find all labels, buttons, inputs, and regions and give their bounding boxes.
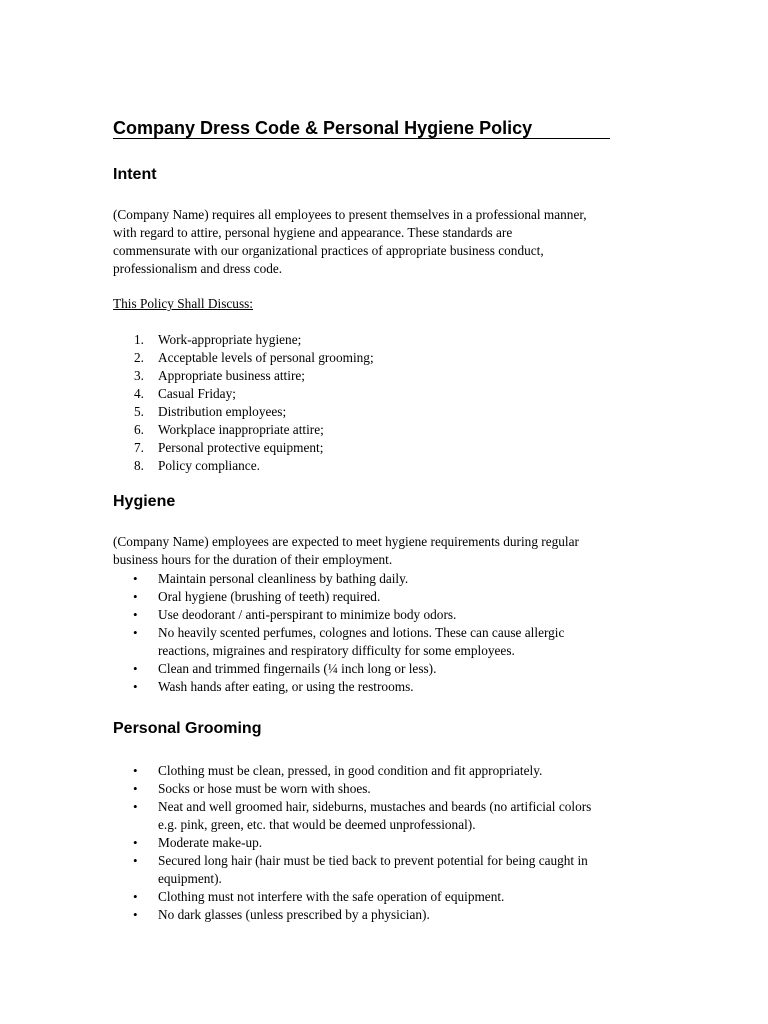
list-item bbox=[113, 588, 653, 606]
list-item bbox=[113, 570, 653, 588]
list-item-text: Clothing must not interfere with the safe operation of equipment. bbox=[158, 889, 505, 904]
bullet-icon: • bbox=[133, 589, 138, 604]
list-item bbox=[113, 385, 374, 403]
list-number: 4. bbox=[134, 386, 144, 401]
list-item-text: Neat and well groomed hair, sideburns, mustaches and beards (no artificial colors e.g. pink, green, etc. that would be deemed unprofessional). bbox=[158, 799, 592, 832]
list-item-text: No heavily scented perfumes, colognes and lotions. These can cause allergic reactions, migraines and respiratory difficulty for some employees. bbox=[158, 625, 565, 658]
list-item bbox=[113, 457, 374, 475]
grooming-bullet-list bbox=[113, 762, 653, 924]
list-item-text: Acceptable levels of personal grooming; bbox=[158, 350, 374, 365]
list-number: 5. bbox=[134, 404, 144, 419]
page-title: Company Dress Code & Personal Hygiene Policy bbox=[113, 118, 533, 138]
list-number: 8. bbox=[134, 458, 144, 473]
list-item bbox=[113, 421, 374, 439]
list-item bbox=[113, 798, 653, 834]
intent-paragraph: (Company Name) requires all employees to present themselves in a professional manner, with regard to attire, personal hygiene and appearance. These standards are commensurate with our organizational practices of appropriate business conduct, professionalism and dress code. bbox=[113, 207, 587, 276]
bullet-icon: • bbox=[133, 607, 138, 622]
list-item-text: Maintain personal cleanliness by bathing daily. bbox=[158, 571, 409, 586]
list-item bbox=[113, 888, 653, 906]
list-number: 7. bbox=[134, 440, 144, 455]
list-item-text: Work-appropriate hygiene; bbox=[158, 332, 302, 347]
list-item-text: Use deodorant / anti-perspirant to minimize body odors. bbox=[158, 607, 457, 622]
bullet-icon: • bbox=[133, 679, 138, 694]
list-item bbox=[113, 834, 653, 852]
list-item bbox=[113, 439, 374, 457]
bullet-icon: • bbox=[133, 835, 138, 850]
hygiene-bullet-list bbox=[113, 570, 653, 696]
list-number: 3. bbox=[134, 368, 144, 383]
bullet-icon: • bbox=[133, 889, 138, 904]
list-item bbox=[113, 660, 653, 678]
list-number: 6. bbox=[134, 422, 144, 437]
list-item bbox=[113, 367, 374, 385]
list-item-text: Workplace inappropriate attire; bbox=[158, 422, 324, 437]
bullet-icon: • bbox=[133, 853, 138, 868]
list-item bbox=[113, 606, 653, 624]
list-item-text: Distribution employees; bbox=[158, 404, 287, 419]
list-item-text: Socks or hose must be worn with shoes. bbox=[158, 781, 371, 796]
bullet-icon: • bbox=[133, 799, 138, 814]
list-item-text: Clothing must be clean, pressed, in good condition and fit appropriately. bbox=[158, 763, 543, 778]
section-heading-grooming: Personal Grooming bbox=[113, 720, 262, 737]
hygiene-paragraph: (Company Name) employees are expected to meet hygiene requirements during regular business hours for the duration of their employment. bbox=[113, 534, 579, 567]
list-item-text: Secured long hair (hair must be tied back to prevent potential for being caught in equipment). bbox=[158, 853, 588, 886]
list-item bbox=[113, 762, 653, 780]
bullet-icon: • bbox=[133, 763, 138, 778]
list-item-text: Appropriate business attire; bbox=[158, 368, 305, 383]
bullet-icon: • bbox=[133, 781, 138, 796]
list-item-text: No dark glasses (unless prescribed by a physician). bbox=[158, 907, 430, 922]
bullet-icon: • bbox=[133, 625, 138, 640]
bullet-icon: • bbox=[133, 661, 138, 676]
list-item bbox=[113, 678, 653, 696]
list-item bbox=[113, 403, 374, 421]
list-item bbox=[113, 906, 653, 924]
list-item-text: Personal protective equipment; bbox=[158, 440, 324, 455]
list-item bbox=[113, 852, 653, 888]
list-item-text: Wash hands after eating, or using the restrooms. bbox=[158, 679, 414, 694]
discuss-label: This Policy Shall Discuss: bbox=[113, 296, 253, 311]
list-item bbox=[113, 331, 374, 349]
list-item bbox=[113, 780, 653, 798]
section-heading-intent: Intent bbox=[113, 166, 157, 183]
list-item-text: Oral hygiene (brushing of teeth) required. bbox=[158, 589, 381, 604]
bullet-icon: • bbox=[133, 907, 138, 922]
section-heading-hygiene: Hygiene bbox=[113, 493, 176, 510]
list-item-text: Clean and trimmed fingernails (¼ inch long or less). bbox=[158, 661, 437, 676]
list-item bbox=[113, 349, 374, 367]
title-underline bbox=[113, 138, 610, 139]
bullet-icon: • bbox=[133, 571, 138, 586]
list-item bbox=[113, 624, 653, 660]
list-number: 2. bbox=[134, 350, 144, 365]
list-item-text: Moderate make-up. bbox=[158, 835, 263, 850]
discussion-list bbox=[113, 331, 374, 475]
list-item-text: Policy compliance. bbox=[158, 458, 260, 473]
list-item-text: Casual Friday; bbox=[158, 386, 236, 401]
list-number: 1. bbox=[134, 332, 144, 347]
